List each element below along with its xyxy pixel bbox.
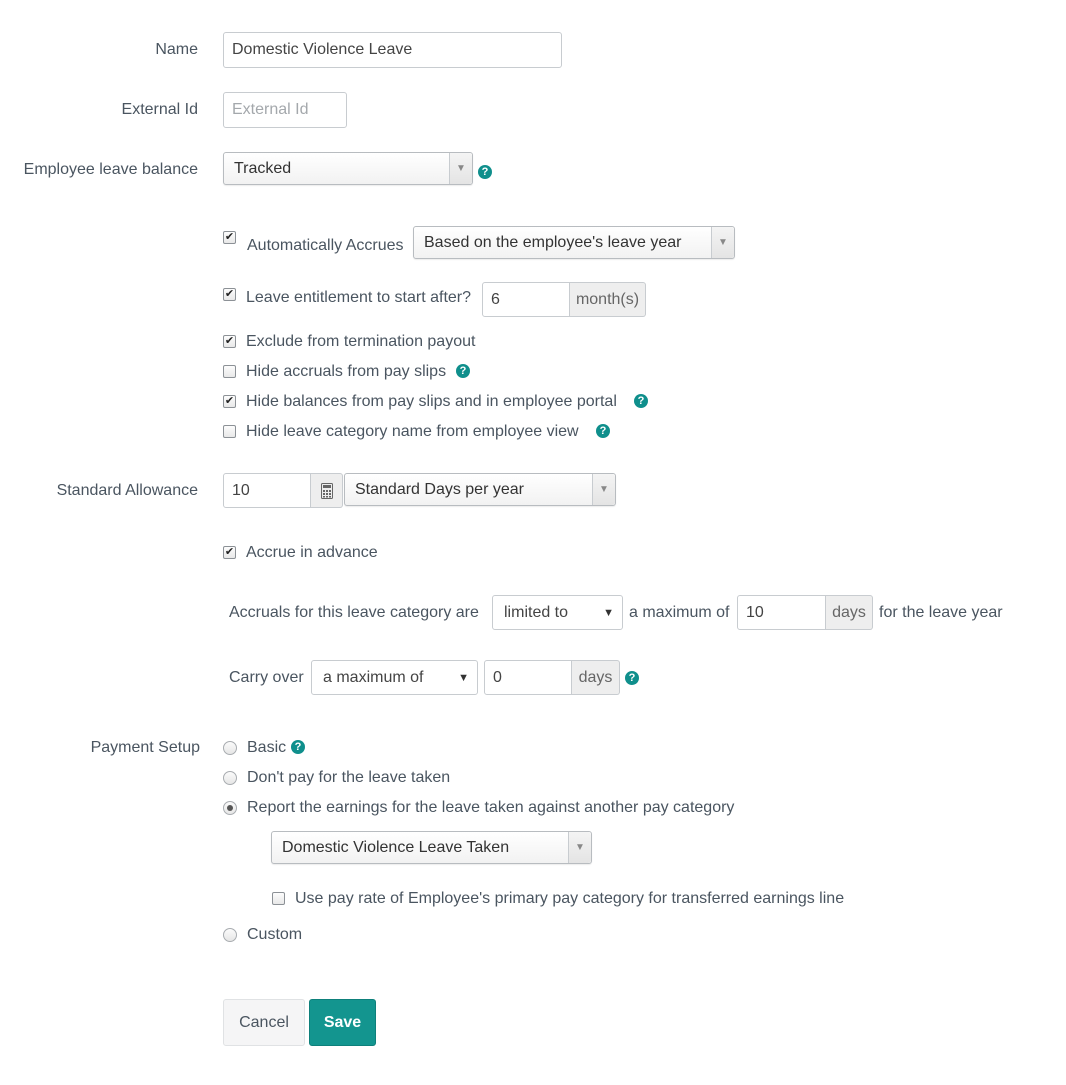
standard-allowance-unit-value: Standard Days per year	[355, 480, 524, 498]
question-circle-icon[interactable]: ?	[291, 740, 305, 754]
external-id-input[interactable]	[223, 92, 347, 128]
entitlement-start-input[interactable]	[482, 282, 570, 317]
standard-allowance-label: Standard Allowance	[56, 482, 198, 499]
question-circle-icon[interactable]: ?	[625, 671, 639, 685]
carry-over-input[interactable]	[484, 660, 572, 695]
exclude-termination-checkbox[interactable]: ✔	[224, 335, 235, 347]
leave-balance-select[interactable]	[223, 152, 473, 185]
payment-dont-pay-label: Don't pay for the leave taken	[247, 769, 451, 786]
leave-balance-value: Tracked	[234, 159, 292, 177]
chevron-down-icon: ▼	[449, 153, 472, 184]
entitlement-start-label: Leave entitlement to start after?	[246, 289, 472, 306]
pay-category-select[interactable]	[271, 831, 592, 864]
hide-accruals-checkbox[interactable]	[223, 365, 236, 378]
cancel-button[interactable]: Cancel	[223, 999, 305, 1046]
accruals-unit: days	[826, 595, 873, 630]
accruals-prefix: Accruals for this leave category are	[229, 604, 479, 621]
accruals-max-input[interactable]	[737, 595, 826, 630]
chevron-down-icon: ▼	[603, 606, 614, 619]
payment-basic-radio[interactable]	[223, 741, 237, 755]
chevron-down-icon: ▼	[592, 474, 615, 505]
carry-over-label: Carry over	[229, 669, 304, 686]
payment-report-earnings-radio[interactable]	[223, 801, 237, 815]
leave-balance-label: Employee leave balance	[23, 161, 198, 178]
hide-accruals-label: Hide accruals from pay slips	[246, 363, 447, 380]
hide-balances-label: Hide balances from pay slips and in employee portal	[246, 393, 617, 410]
accruals-middle: a maximum of	[629, 604, 730, 621]
hide-category-name-checkbox[interactable]	[223, 425, 236, 438]
question-circle-icon[interactable]: ?	[478, 165, 492, 179]
calculator-icon[interactable]	[311, 473, 343, 508]
use-pay-rate-checkbox[interactable]	[272, 892, 285, 905]
entitlement-start-unit: month(s)	[570, 282, 646, 317]
question-circle-icon[interactable]: ?	[634, 394, 648, 408]
external-id-label: External Id	[121, 101, 198, 118]
payment-basic-label: Basic	[247, 739, 287, 756]
auto-accrues-label: Automatically Accrues	[247, 237, 404, 254]
use-pay-rate-label: Use pay rate of Employee's primary pay category for transferred earnings line	[295, 890, 845, 907]
pay-category-value: Domestic Violence Leave Taken	[282, 838, 510, 856]
save-button[interactable]: Save	[309, 999, 376, 1046]
auto-accrues-value: Based on the employee's leave year	[424, 233, 682, 251]
payment-custom-radio[interactable]	[223, 928, 237, 942]
chevron-down-icon: ▼	[711, 227, 734, 258]
entitlement-start-checkbox[interactable]: ✔	[224, 288, 235, 300]
auto-accrues-select[interactable]	[413, 226, 735, 259]
carry-over-unit: days	[572, 660, 620, 695]
hide-balances-checkbox[interactable]: ✔	[224, 395, 235, 407]
standard-allowance-input[interactable]	[223, 473, 311, 508]
payment-custom-label: Custom	[247, 926, 303, 943]
exclude-termination-label: Exclude from termination payout	[246, 333, 476, 350]
hide-category-name-label: Hide leave category name from employee view	[246, 423, 579, 440]
name-label: Name	[155, 41, 198, 58]
standard-allowance-unit-select[interactable]	[344, 473, 616, 506]
carry-over-mode-select[interactable]	[311, 660, 478, 695]
payment-report-earnings-label: Report the earnings for the leave taken against another pay category	[247, 799, 735, 816]
question-circle-icon[interactable]: ?	[456, 364, 470, 378]
accrue-in-advance-checkbox[interactable]: ✔	[224, 546, 235, 558]
payment-dont-pay-radio[interactable]	[223, 771, 237, 785]
payment-setup-label: Payment Setup	[90, 739, 200, 756]
auto-accrues-checkbox[interactable]: ✔	[224, 231, 235, 243]
chevron-down-icon: ▼	[458, 671, 469, 684]
accruals-suffix: for the leave year	[879, 604, 1003, 621]
carry-over-mode-value: a maximum of	[323, 668, 424, 686]
accrue-in-advance-label: Accrue in advance	[246, 544, 378, 561]
name-input[interactable]	[223, 32, 562, 68]
accruals-mode-value: limited to	[504, 603, 569, 621]
question-circle-icon[interactable]: ?	[596, 424, 610, 438]
accruals-mode-select[interactable]	[492, 595, 623, 630]
chevron-down-icon: ▼	[568, 832, 591, 863]
